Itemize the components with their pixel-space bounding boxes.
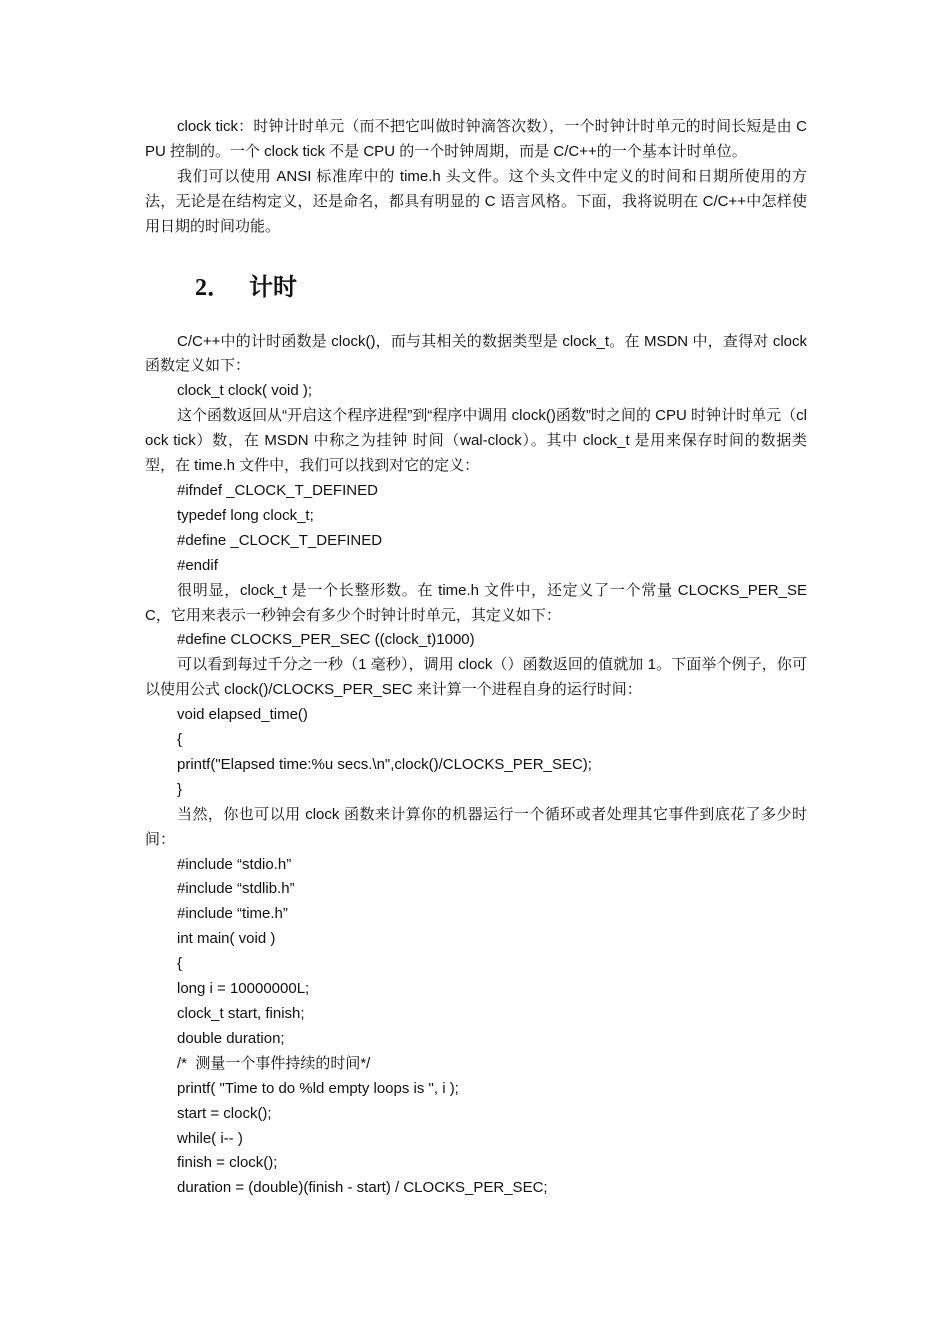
paragraph-clock-function: C/C++中的计时函数是 clock()，而与其相关的数据类型是 clock_t。在 MSDN 中，查得对 clock 函数定义如下： (145, 332, 807, 375)
code-line: { (177, 731, 183, 749)
intro-paragraph-time-h: 我们可以使用 ANSI 标准库中的 time.h 头文件。这个头文件中定义的时间和日期所使用的方法，无论是在结构定义，还是命名，都具有明显的 C 语言风格。下面，我将说明在 C/C++中怎样使用日期的时间功能。 (145, 167, 807, 235)
section-number: 2． (195, 274, 231, 301)
code-line: clock_t start, finish; (177, 1005, 305, 1022)
code-line: { (177, 955, 183, 973)
code-line: #define CLOCKS_PER_SEC ((clock_t)1000) (177, 631, 475, 649)
code-line: #endif (177, 556, 218, 574)
code-line: #ifndef _CLOCK_T_DEFINED (177, 481, 378, 499)
code-line: double duration; (177, 1029, 285, 1047)
code-line: duration = (double)(finish - start) / CLOCKS_PER_SEC; (177, 1179, 548, 1197)
paragraph-clock-return: 这个函数返回从“开启这个程序进程”到“程序中调用 clock()函数”时之间的 CPU 时钟计时单元（clock tick）数，在 MSDN 中称之为挂钟 时间（wal-clock）。其中 clock_t 是用来保存时间的数据类型，在 time.h 文件中，我们可以找到对它的定义： (145, 407, 807, 475)
paragraph-clocks-per-sec: 很明显，clock_t 是一个长整形数。在 time.h 文件中，还定义了一个常量 CLOCKS_PER_SEC，它用来表示一秒钟会有多少个时钟计时单元，其定义如下： (145, 581, 807, 624)
paragraph-elapsed-example: 可以看到每过千分之一秒（1 毫秒），调用 clock（）函数返回的值就加 1。下面举个例子，你可以使用公式 clock()/CLOCKS_PER_SEC 来计算一个进程自身的运行时间： (145, 656, 807, 699)
code-line: printf("Elapsed time:%u secs.\n",clock()/CLOCKS_PER_SEC); (177, 755, 592, 773)
section-body (145, 330, 807, 1202)
code-line: clock_t clock( void ); (177, 382, 313, 400)
intro-paragraph-clock-tick: clock tick：时钟计时单元（而不把它叫做时钟滴答次数），一个时钟计时单元的时间长短是由 CPU 控制的。一个 clock tick 不是 CPU 的一个时钟周期，而是 C/C++的一个基本计时单位。 (145, 118, 807, 160)
code-line: int main( void ) (177, 930, 276, 948)
code-line: start = clock(); (177, 1104, 272, 1122)
section-heading (145, 270, 807, 306)
paragraph-loop-timing: 当然，你也可以用 clock 函数来计算你的机器运行一个循环或者处理其它事件到底花了多少时间： (145, 805, 807, 848)
code-line: void elapsed_time() (177, 706, 308, 724)
code-line: /* 测量一个事件持续的时间*/ (177, 1054, 371, 1072)
section-title: 计时 (249, 274, 297, 301)
document-page (145, 115, 807, 1201)
code-line: typedef long clock_t; (177, 506, 314, 524)
code-line: #include “time.h” (177, 905, 288, 923)
code-line: printf( "Time to do %ld empty loops is ", i ); (177, 1079, 459, 1097)
code-line: finish = clock(); (177, 1154, 278, 1172)
code-line: } (177, 780, 183, 798)
code-line: while( i-- ) (177, 1129, 243, 1147)
code-line: long i = 10000000L; (177, 980, 310, 998)
code-line: #define _CLOCK_T_DEFINED (177, 531, 383, 549)
code-line: #include “stdio.h” (177, 855, 292, 873)
code-line: #include “stdlib.h” (177, 880, 295, 898)
